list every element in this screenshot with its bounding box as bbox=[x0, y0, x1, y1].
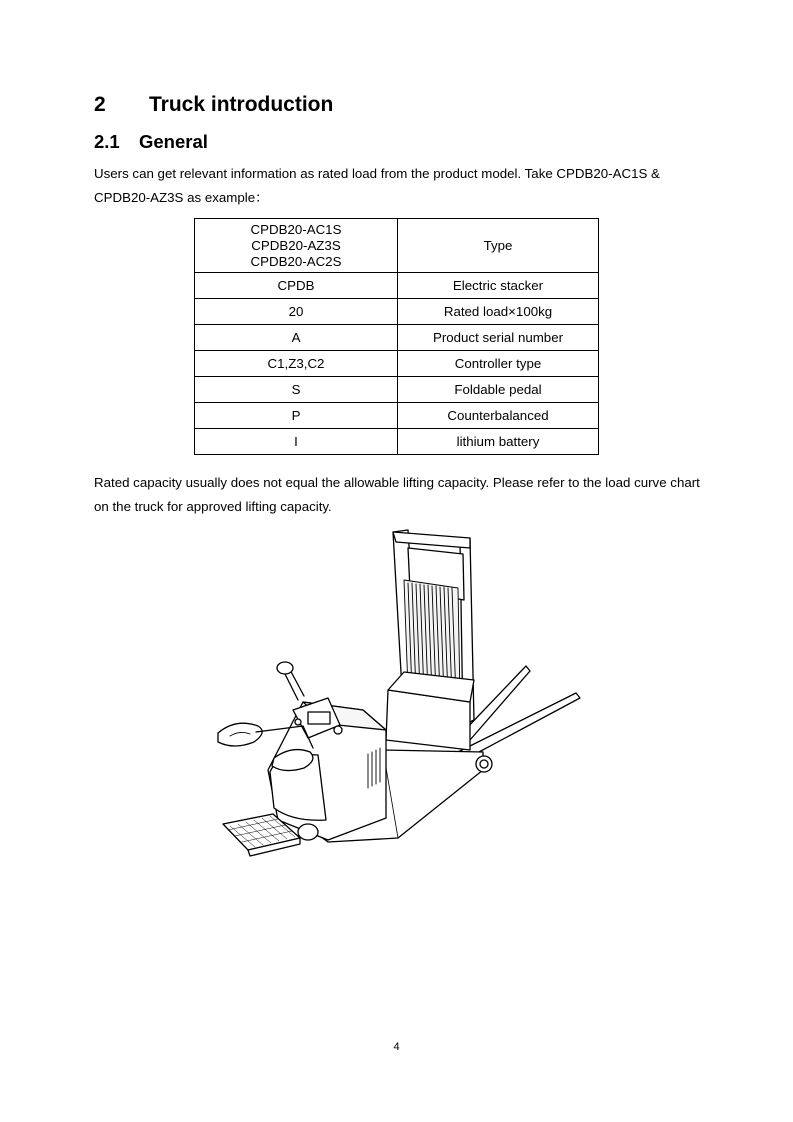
subsection-title: General bbox=[139, 131, 208, 152]
subsection-number: 2.1 bbox=[94, 131, 120, 152]
meaning-cell: Product serial number bbox=[398, 325, 599, 351]
table-row bbox=[195, 351, 599, 377]
section-title: Truck introduction bbox=[149, 93, 334, 116]
header-type-cell: Type bbox=[398, 219, 599, 273]
code-cell: S bbox=[195, 377, 398, 403]
handle-grip-left bbox=[218, 723, 262, 746]
code-cell: A bbox=[195, 325, 398, 351]
drive-wheel bbox=[298, 824, 318, 840]
meaning-cell: Foldable pedal bbox=[398, 377, 599, 403]
model-name: CPDB20-AZ3S bbox=[251, 237, 341, 253]
subsection-heading bbox=[94, 131, 208, 153]
meaning-cell: lithium battery bbox=[398, 429, 599, 455]
load-wheel bbox=[476, 756, 492, 772]
code-cell: P bbox=[195, 403, 398, 429]
section-number: 2 bbox=[94, 93, 106, 116]
meaning-cell: Rated load×100kg bbox=[398, 299, 599, 325]
intro-paragraph: Users can get relevant information as rated load from the product model. Take CPDB20-AC1S & CPDB20-AZ3S as example： bbox=[94, 166, 660, 205]
electric-stacker-illustration bbox=[208, 520, 588, 860]
meaning-cell: Controller type bbox=[398, 351, 599, 377]
model-name: CPDB20-AC1S bbox=[250, 221, 342, 237]
table-row bbox=[195, 325, 599, 351]
table-row bbox=[195, 299, 599, 325]
table-row bbox=[195, 273, 599, 299]
model-name: CPDB20-AC2S bbox=[250, 253, 342, 269]
code-cell: 20 bbox=[195, 299, 398, 325]
code-cell: CPDB bbox=[195, 273, 398, 299]
model-code-table bbox=[194, 218, 599, 455]
capacity-note: Rated capacity usually does not equal the allowable lifting capacity. Please refer to the load curve chart on the truck for approved lifting capacity. bbox=[94, 475, 700, 514]
table-header-row bbox=[195, 219, 599, 273]
code-cell: I bbox=[195, 429, 398, 455]
table-row bbox=[195, 377, 599, 403]
meaning-cell: Electric stacker bbox=[398, 273, 599, 299]
page-number: 4 bbox=[393, 1041, 400, 1053]
section-heading bbox=[94, 93, 333, 117]
code-cell: C1,Z3,C2 bbox=[195, 351, 398, 377]
meaning-cell: Counterbalanced bbox=[398, 403, 599, 429]
table-row bbox=[195, 429, 599, 455]
table-row bbox=[195, 403, 599, 429]
model-list-cell bbox=[195, 219, 398, 273]
